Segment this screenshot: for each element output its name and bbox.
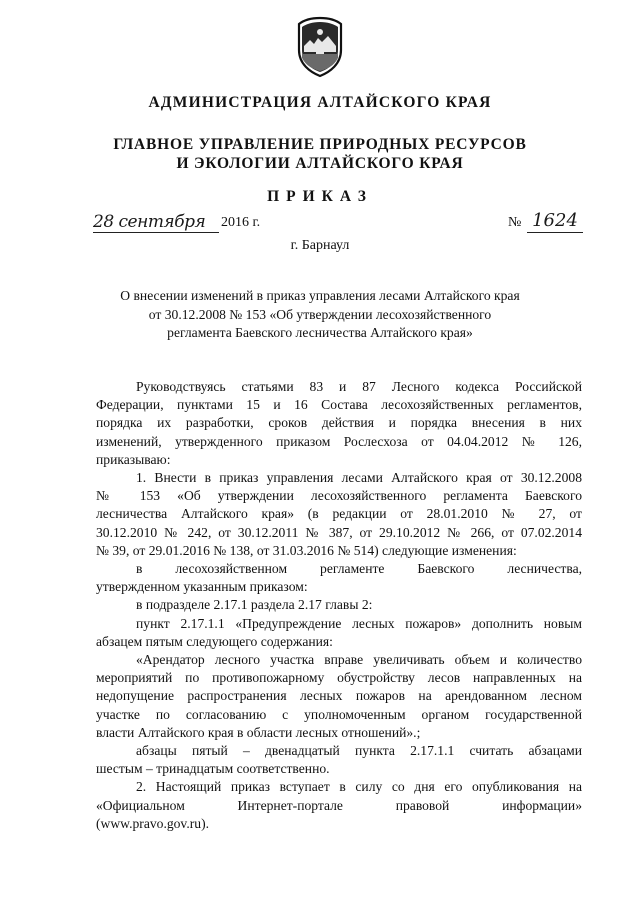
date-year: 2016 г. (221, 215, 261, 230)
order-number-label: № (508, 215, 522, 230)
subject-line: регламента Баевского лесничества Алтайского края» (167, 325, 473, 340)
order-body (96, 378, 582, 833)
department-title-line-2: И ЭКОЛОГИИ АЛТАЙСКОГО КРАЯ (176, 155, 464, 172)
body-line: приказываю: (96, 451, 171, 467)
handwritten-date: 28 сентября (93, 212, 219, 233)
subject-line: О внесении изменений в приказ управления лесами Алтайского края (120, 288, 520, 303)
body-line: Руководствуясь статьями 83 и 87 Лесного кодекса Российской (136, 379, 582, 394)
body-line: 1. Внести в приказ управления лесами Алтайского края от 30.12.2008 (136, 470, 582, 486)
body-line: «Арендатор лесного участка вправе увеличивать объем и количество (136, 652, 582, 668)
body-line: Федерации, пунктами 15 и 16 Состава лесохозяйственных регламентов, (96, 397, 582, 413)
body-line: лесничества Алтайского края» (в редакции от 28.01.2010 № 27, от (96, 506, 582, 522)
body-line: порядка их разработки, сроков действия и порядка внесения в них (96, 415, 582, 431)
body-line: абзацем пятым следующего содержания: (96, 633, 333, 649)
body-line: 2. Настоящий приказ вступает в силу со дня его опубликования на (136, 779, 582, 795)
city: г. Барнаул (290, 238, 350, 253)
body-line: утвержденном указанным приказом: (96, 579, 308, 595)
body-line: (www.pravo.gov.ru). (96, 815, 209, 831)
body-line: недопущение распространения лесных пожаров на арендованном лесном (96, 688, 582, 704)
body-line: № 39, от 29.01.2016 № 138, от 31.03.2016 № 514) следующие изменения: (96, 542, 517, 558)
subject-line: от 30.12.2008 № 153 «Об утверждении лесохозяйственного (148, 306, 492, 322)
document-type: ПРИКАЗ (267, 188, 373, 205)
body-line: мероприятий по противопожарному обустройству лесов направленных на (96, 670, 582, 686)
coat-of-arms-emblem (294, 16, 346, 78)
body-line: 30.12.2010 № 242, от 30.12.2011 № 387, от 29.10.2012 № 266, от 07.02.2014 (96, 524, 582, 540)
order-subject (80, 287, 560, 343)
body-line: № 153 «Об утверждении лесохозяйственного регламента Баевского (96, 488, 582, 504)
handwritten-order-number: 1624 (527, 210, 583, 233)
body-line: «Официальном Интернет-портале правовой информации» (96, 797, 582, 813)
body-line: власти Алтайского края в области лесных отношений».; (96, 724, 421, 740)
body-line: шестым – тринадцатым соответственно. (96, 761, 330, 777)
body-line: абзацы пятый – двенадцатый пункта 2.17.1.1 считать абзацами (136, 743, 582, 759)
body-line: в лесохозяйственном регламенте Баевского лесничества, (136, 561, 582, 577)
department-title-line-1: ГЛАВНОЕ УПРАВЛЕНИЕ ПРИРОДНЫХ РЕСУРСОВ (113, 136, 527, 153)
organization-title: АДМИНИСТРАЦИЯ АЛТАЙСКОГО КРАЯ (148, 94, 492, 111)
body-line: изменений, утвержденного приказом Рослесхоза от 04.04.2012 № 126, (96, 433, 582, 449)
body-line: участке по согласованию с уполномоченным органом государственной (96, 706, 582, 722)
body-line: пункт 2.17.1.1 «Предупреждение лесных пожаров» дополнить новым (136, 615, 582, 631)
body-line: в подразделе 2.17.1 раздела 2.17 главы 2: (136, 597, 373, 613)
